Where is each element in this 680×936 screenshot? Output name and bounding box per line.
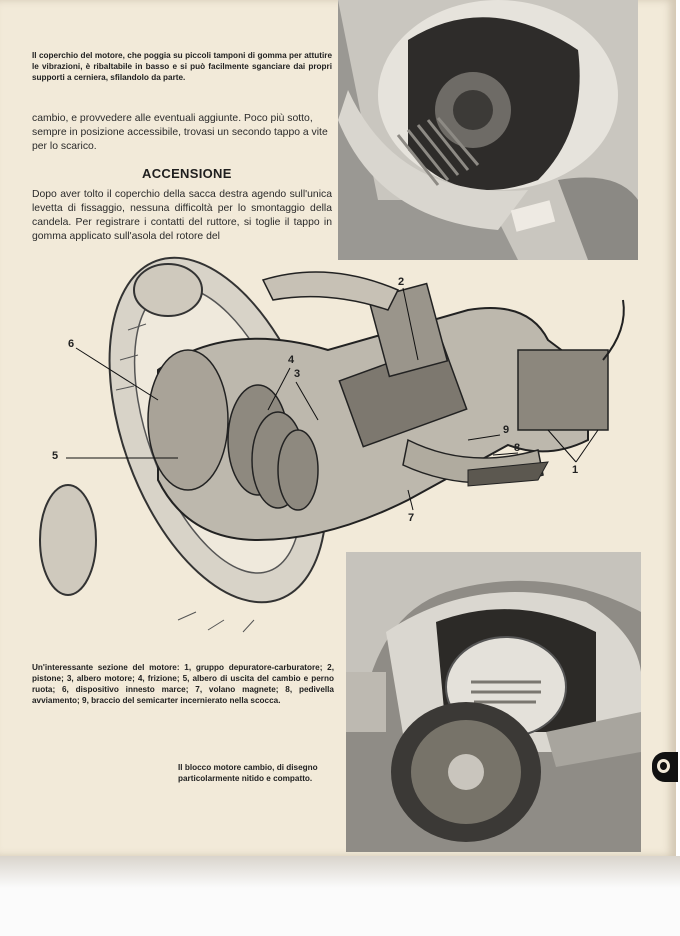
caption-engine-cover: Il coperchio del motore, che poggia su piccoli tamponi di gomma per attutire le vibrazioni, è ribaltabile in basso e si può facilmente sganciare dai propri supporti a cerniera, sfilandolo da parte.: [32, 51, 332, 82]
photo-engine-block: [346, 552, 641, 852]
page-edge-shadow: [0, 856, 680, 936]
paragraph-cambio: cambio, e provvedere alle eventuali aggiunte. Poco più sotto, sempre in posizione accessibile, trovasi un secondo tappo a vite per lo scarico.: [32, 113, 328, 152]
callout-1: 1: [572, 464, 579, 476]
engine-block-illustration: [346, 552, 641, 852]
callout-9: 9: [503, 424, 510, 436]
section-tab-marker: [652, 752, 678, 782]
caption-engine-block: Il blocco motore cambio, di disegno particolarmente nitido e compatto.: [178, 763, 318, 783]
callout-8: 8: [514, 442, 521, 454]
callout-7: 7: [408, 512, 415, 524]
callout-2: 2: [398, 276, 405, 288]
callout-6: 6: [68, 338, 75, 350]
section-heading-accensione: ACCENSIONE: [142, 166, 232, 181]
engine-cover-illustration: [338, 0, 638, 260]
callout-5: 5: [52, 450, 59, 462]
caption-engine-section: Un'interessante sezione del motore: 1, gruppo depuratore-carburatore; 2, pistone; 3, albero motore; 4, frizione; 5, albero di uscita del cambio e perno ruota; 6, dispositivo innesto marce; 7, volano magnete; 8, pedivella avviamento; 9, braccio del semicarter incernierato nella scocca.: [32, 663, 334, 705]
photo-engine-cover: [338, 0, 638, 260]
callout-3: 3: [294, 368, 301, 380]
callout-4: 4: [288, 354, 295, 366]
paragraph-accensione: Dopo aver tolto il coperchio della sacca destra agendo sull'unica levetta di fissaggio, nessuna difficoltà per lo smontaggio della candela. Per registrare i contatti del ruttore, si toglie il tappo in gomma applicato sull'asola del rotore del: [32, 189, 332, 242]
